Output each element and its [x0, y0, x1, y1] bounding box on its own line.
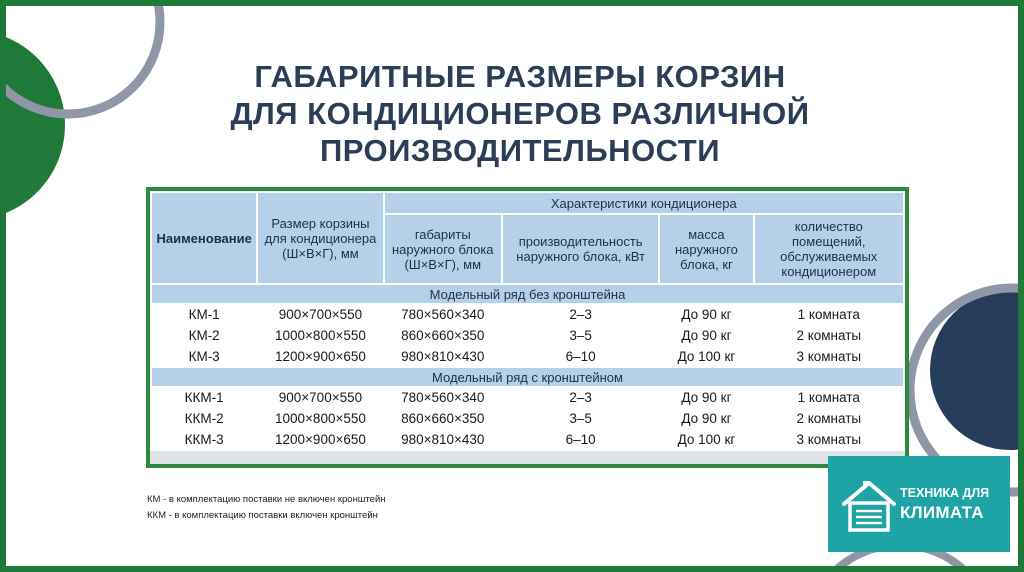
header-dimensions: габариты наружного блока (Ш×В×Г), мм — [385, 215, 501, 283]
header-basket-size: Размер корзины для кондиционера (Ш×В×Г), мм — [258, 193, 382, 283]
section-row — [152, 368, 903, 386]
header-name: Наименование — [152, 193, 256, 283]
header-mass: масса наружного блока, кг — [660, 215, 752, 283]
table-row — [152, 347, 903, 366]
cell-power: 2–3 — [503, 305, 658, 324]
title-line-1: ГАБАРИТНЫЕ РАЗМЕРЫ КОРЗИН — [254, 59, 786, 94]
cell-rooms: 1 комната — [755, 305, 903, 324]
section-label: Модельный ряд с кронштейном — [152, 368, 903, 386]
cell-power: 2–3 — [503, 388, 658, 407]
cell-basket: 1200×900×650 — [258, 347, 382, 366]
cell-basket: 900×700×550 — [258, 388, 382, 407]
cell-rooms: 3 комнаты — [755, 347, 903, 366]
cell-name: КМ-1 — [152, 305, 256, 324]
cell-name: ККМ-2 — [152, 409, 256, 428]
cell-dims: 780×560×340 — [385, 388, 501, 407]
specs-table-container — [146, 187, 909, 468]
header-row-1 — [152, 193, 903, 213]
table-row — [152, 326, 903, 345]
cell-basket: 1000×800×550 — [258, 409, 382, 428]
cell-power: 6–10 — [503, 430, 658, 449]
cell-mass: До 90 кг — [660, 409, 752, 428]
header-capacity: производительность наружного блока, кВт — [503, 215, 658, 283]
green-circle-top-left — [0, 30, 65, 220]
section-label: Модельный ряд без кронштейна — [152, 285, 903, 303]
cell-mass: До 90 кг — [660, 326, 752, 345]
title-line-3: ПРОИЗВОДИТЕЛЬНОСТИ — [319, 133, 721, 168]
cell-mass: До 100 кг — [660, 430, 752, 449]
cell-name: КМ-2 — [152, 326, 256, 345]
cell-dims: 860×660×350 — [385, 409, 501, 428]
cell-dims: 780×560×340 — [385, 305, 501, 324]
cell-mass: До 90 кг — [660, 388, 752, 407]
table-row — [152, 409, 903, 428]
cell-rooms: 1 комната — [755, 388, 903, 407]
cell-rooms: 2 комнаты — [755, 326, 903, 345]
cell-basket: 900×700×550 — [258, 305, 382, 324]
cell-dims: 860×660×350 — [385, 326, 501, 345]
page-title — [150, 58, 890, 169]
cell-power: 6–10 — [503, 347, 658, 366]
table-row — [152, 430, 903, 449]
specs-table — [150, 191, 905, 451]
cell-power: 3–5 — [503, 326, 658, 345]
cell-rooms: 3 комнаты — [755, 430, 903, 449]
cell-dims: 980×810×430 — [385, 347, 501, 366]
cell-basket: 1000×800×550 — [258, 326, 382, 345]
cell-name: КМ-3 — [152, 347, 256, 366]
section-row — [152, 285, 903, 303]
logo-line-2: КЛИМАТА — [900, 503, 984, 522]
cell-mass: До 90 кг — [660, 305, 752, 324]
table-row — [152, 388, 903, 407]
title-line-2: ДЛЯ КОНДИЦИОНЕРОВ РАЗЛИЧНОЙ — [230, 96, 810, 131]
cell-basket: 1200×900×650 — [258, 430, 382, 449]
house-snowflake-icon — [838, 474, 900, 536]
footnotes — [147, 492, 386, 524]
footnote-km: КМ - в комплектацию поставки не включен кронштейн — [147, 494, 386, 505]
cell-rooms: 2 комнаты — [755, 409, 903, 428]
table-row — [152, 305, 903, 324]
header-rooms: количество помещений, обслуживаемых кондиционером — [755, 215, 903, 283]
logo-line-1: ТЕХНИКА ДЛЯ — [900, 486, 990, 500]
footnote-kkm: ККМ - в комплектацию поставки включен кронштейн — [147, 510, 378, 521]
cell-mass: До 100 кг — [660, 347, 752, 366]
cell-name: ККМ-1 — [152, 388, 256, 407]
brand-logo — [828, 456, 1010, 552]
cell-power: 3–5 — [503, 409, 658, 428]
cell-dims: 980×810×430 — [385, 430, 501, 449]
header-characteristics: Характеристики кондиционера — [385, 193, 903, 213]
cell-name: ККМ-3 — [152, 430, 256, 449]
